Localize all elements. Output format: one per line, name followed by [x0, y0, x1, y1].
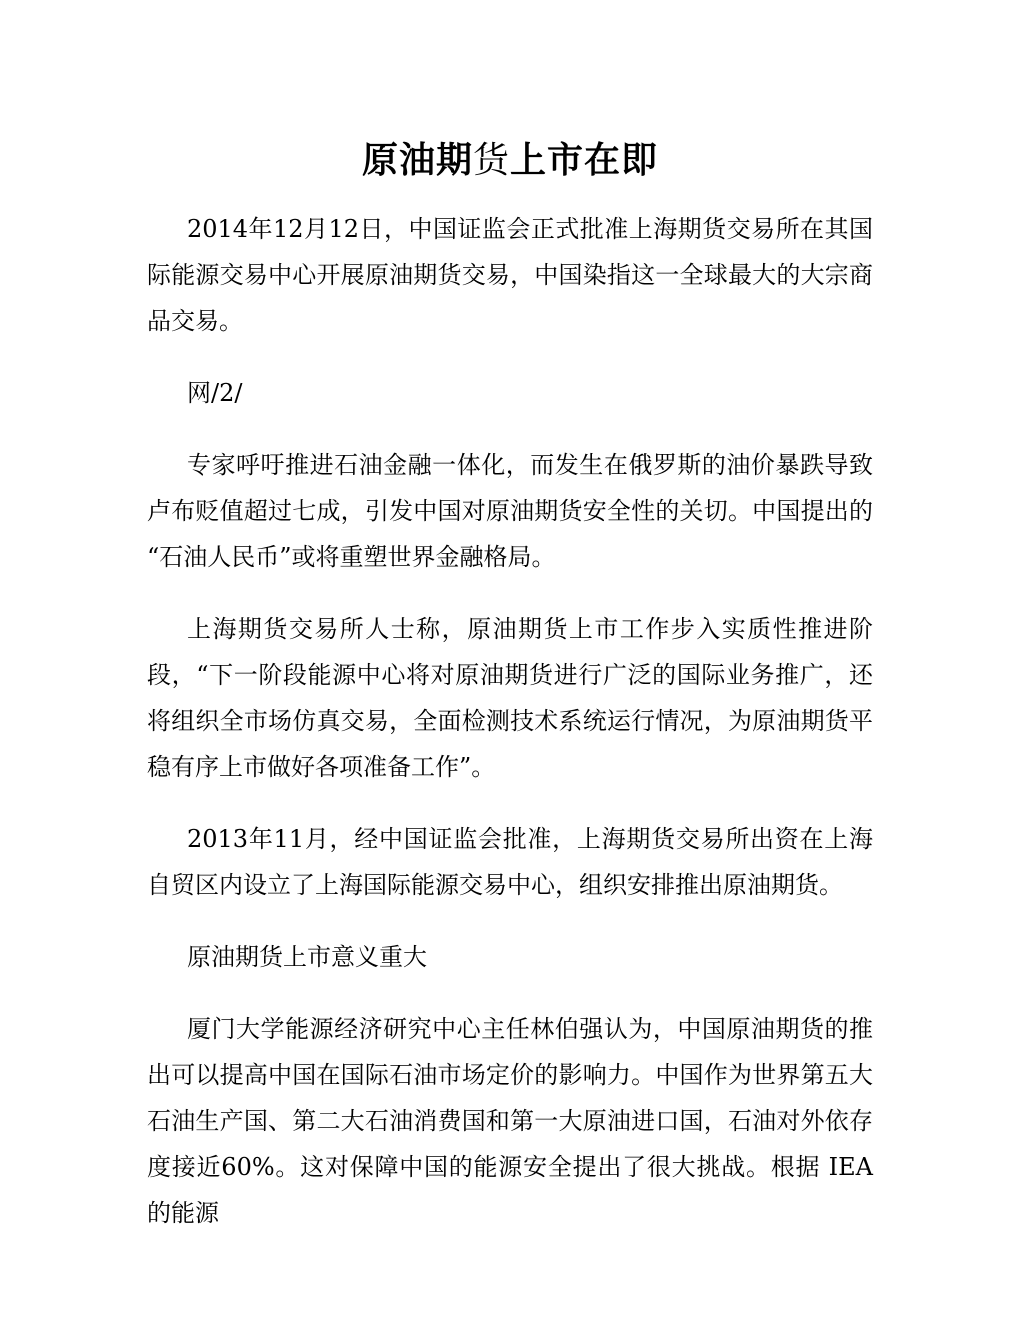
- paragraph-csrc-approval: 2014年12月12日，中国证监会正式批准上海期货交易所在其国际能源交易中心开展原油期货交易，中国染指这一全球最大的大宗商品交易。: [147, 215, 873, 336]
- paragraph-subheading-significance: 原油期货上市意义重大: [187, 943, 427, 972]
- document-title: [147, 139, 873, 182]
- paragraph-linboqiang-view: 厦门大学能源经济研究中心主任林伯强认为，中国原油期货的推出可以提高中国在国际石油市场定价的影响力。中国作为世界第五大石油生产国、第二大石油消费国和第一大原油进口国，石油对外依存度接近60%。这对保障中国的能源安全提出了很大挑战。根据 IEA的能源: [147, 1015, 873, 1228]
- title-fallback-glyph: 货: [472, 140, 510, 181]
- paragraph-marker: 网/2/: [187, 379, 243, 408]
- title-text-trailing: 上市在即: [510, 140, 659, 181]
- paragraph-inec-establishment: 2013年11月，经中国证监会批准，上海期货交易所出资在上海自贸区内设立了上海国际能源交易中心，组织安排推出原油期货。: [147, 825, 873, 900]
- title-text-leading: 原油期: [361, 140, 473, 181]
- paragraph-expert-call: 专家呼吁推进石油金融一体化，而发生在俄罗斯的油价暴跌导致卢布贬值超过七成，引发中国对原油期货安全性的关切。中国提出的 “石油人民币”或将重塑世界金融格局。: [147, 451, 873, 572]
- paragraph-shfe-statement: 上海期货交易所人士称，原油期货上市工作步入实质性推进阶段，“下一阶段能源中心将对原油期货进行广泛的国际业务推广，还将组织全市场仿真交易，全面检测技术系统运行情况，为原油期货平稳有序上市做好各项准备工作”。: [147, 615, 873, 782]
